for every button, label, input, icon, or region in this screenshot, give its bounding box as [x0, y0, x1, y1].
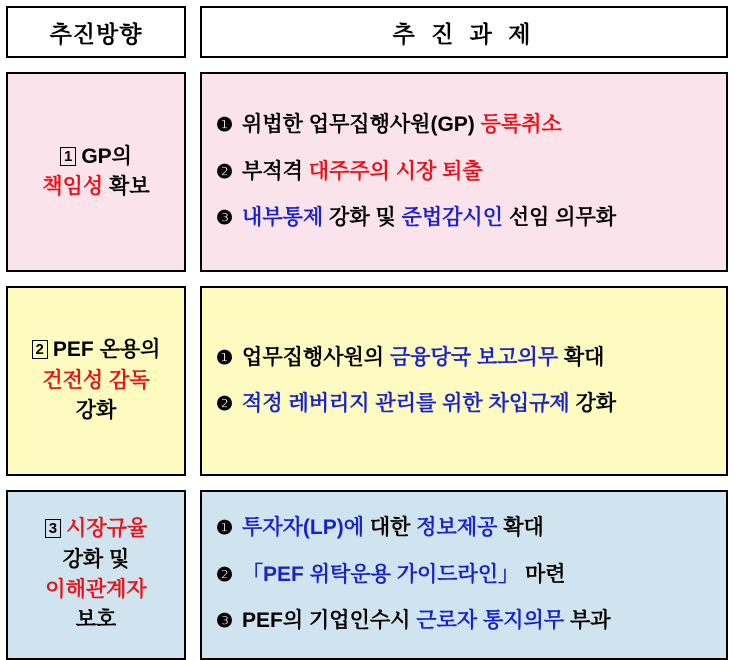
task-text-wrap: [242, 607, 611, 635]
task-text-highlight: 정보제공: [416, 516, 498, 540]
task-item: [216, 381, 616, 427]
task-text-highlight: 차입규제: [488, 392, 570, 415]
direction-text: GP의: [81, 144, 132, 168]
task-item: [216, 505, 544, 551]
direction-line: [45, 514, 148, 544]
direction-text: PEF 온용의: [52, 338, 161, 362]
direction-line: [76, 396, 117, 426]
direction-text: 강화 및: [62, 547, 130, 571]
direction-line: [42, 172, 149, 202]
task-bullet-icon: ❶: [216, 518, 234, 540]
task-bullet-icon: ❷: [216, 564, 234, 586]
direction-text: 보호: [75, 608, 117, 632]
task-text-wrap: [242, 514, 544, 542]
direction-text-highlight: 건전성 감독: [42, 368, 150, 392]
task-text-wrap: [242, 344, 604, 372]
direction-cell-2: [6, 286, 186, 476]
direction-line: [42, 366, 149, 396]
direction-text-highlight: 이해관계자: [45, 578, 147, 601]
direction-number-badge: 1: [60, 147, 76, 166]
header-direction: [6, 6, 186, 58]
direction-text-highlight: 책임성: [42, 175, 104, 198]
task-text-highlight: 근로자 통지의무: [416, 609, 565, 633]
task-text-highlight: 「PEF 위탁운용 가이드라인」: [242, 562, 520, 586]
task-item: [216, 552, 566, 598]
task-text-highlight: 내부통제: [242, 206, 324, 230]
direction-line: [32, 335, 161, 365]
task-text-wrap: [242, 158, 483, 186]
task-text-wrap: [242, 111, 562, 139]
task-text-highlight: 투자자(LP)에: [242, 516, 365, 540]
task-text: 확대: [497, 516, 544, 540]
task-item: [216, 149, 483, 195]
task-bullet-icon: ❶: [216, 115, 234, 137]
task-text-highlight: 적정 레버리지 관리를 위한: [242, 392, 489, 415]
diagram-grid: [6, 6, 726, 660]
task-text: 선임 의무화: [503, 206, 617, 230]
header-task-label: 추 진 과 제: [392, 20, 536, 47]
task-bullet-icon: ❶: [216, 347, 234, 369]
task-bullet-icon: ❸: [216, 611, 234, 633]
task-text: 부과: [564, 609, 611, 633]
task-text: 부적격: [242, 159, 309, 183]
direction-number-badge: 3: [45, 519, 61, 538]
task-text-wrap: [242, 204, 616, 232]
task-text-highlight: 금융당국 보고의무: [389, 345, 559, 369]
task-text: 강화 및: [323, 206, 402, 230]
task-text: PEF의 기업인수시: [242, 609, 417, 633]
task-item: [216, 598, 611, 644]
task-text: 마련: [519, 562, 566, 586]
task-text: 업무집행사원의: [242, 345, 390, 369]
direction-line: [45, 575, 146, 605]
task-item: [216, 335, 604, 381]
task-text: 강화: [569, 392, 617, 415]
task-text-highlight: 등록취소: [480, 113, 562, 137]
task-item: [216, 195, 616, 241]
task-text-wrap: [242, 390, 616, 418]
direction-text: 강화: [75, 399, 117, 423]
task-cell-2: [200, 286, 728, 476]
direction-text: 확보: [103, 175, 150, 198]
header-task: [200, 6, 728, 58]
task-text-highlight: 준법감시인: [401, 206, 504, 230]
task-text: 확대: [558, 345, 605, 369]
task-text-highlight: 대주주의 시장 퇴출: [308, 159, 483, 183]
header-direction-label: 추진방향: [49, 20, 143, 47]
direction-cell-1: [6, 72, 186, 272]
task-cell-3: [200, 490, 728, 660]
direction-text-highlight: 시장규율: [66, 517, 148, 541]
direction-line: [76, 605, 117, 635]
task-text: 대한: [364, 516, 417, 540]
direction-line: [63, 545, 130, 575]
direction-cell-3: [6, 490, 186, 660]
direction-line: [60, 142, 132, 172]
task-bullet-icon: ❷: [216, 394, 234, 415]
task-bullet-icon: ❸: [216, 208, 234, 230]
task-bullet-icon: ❷: [216, 161, 234, 183]
task-cell-1: [200, 72, 728, 272]
task-text-wrap: [242, 561, 566, 589]
task-item: [216, 102, 562, 148]
task-text: 위법한 업무집행사원(GP): [242, 113, 481, 137]
direction-number-badge: 2: [32, 340, 48, 359]
